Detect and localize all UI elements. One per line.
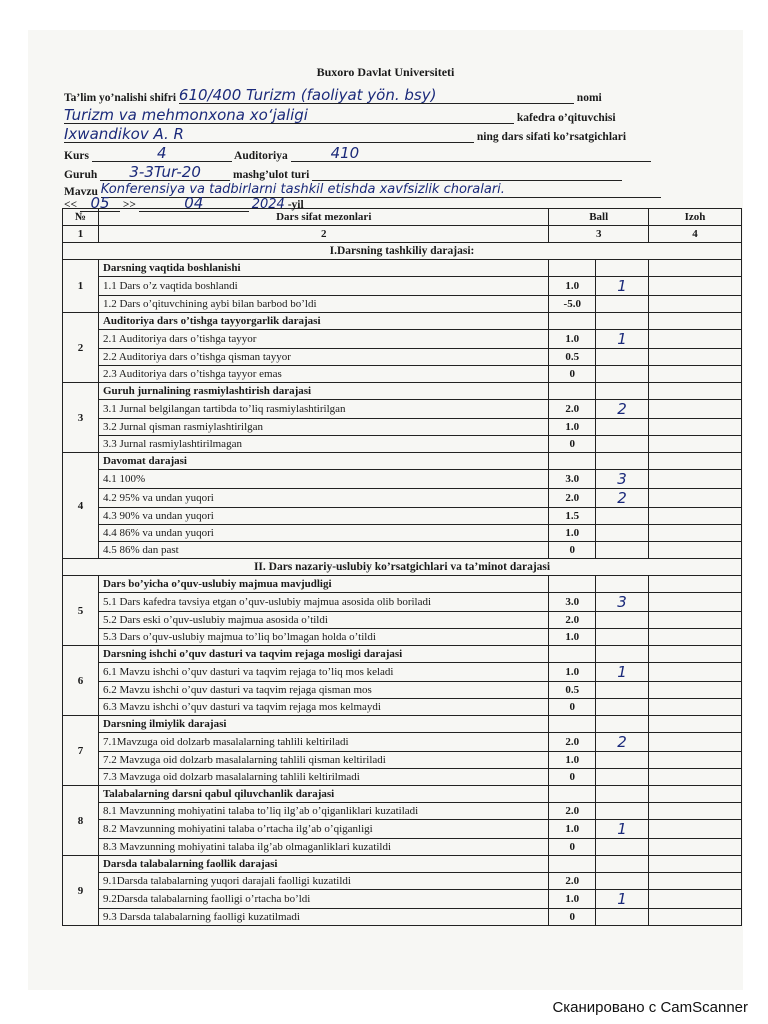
ball-value: 1.5 [549, 508, 596, 525]
criteria-row [63, 629, 742, 646]
izoh-cell [648, 366, 741, 383]
handwritten-mark [596, 769, 649, 786]
criteria-row [63, 733, 742, 752]
criteria-row [63, 349, 742, 366]
camscanner-watermark: Сканировано с CamScanner [552, 999, 748, 1016]
group-title: Talabalarning darsni qabul qiluvchanlik darajasi [98, 786, 549, 803]
ball-value: 0 [549, 769, 596, 786]
ball-value: 3.0 [549, 593, 596, 612]
criteria-row [63, 419, 742, 436]
izoh-cell [648, 909, 741, 926]
handwritten-mark [596, 366, 649, 383]
header-line-teacher [64, 127, 674, 143]
date-month: 04 [139, 196, 249, 212]
criteria-row [63, 820, 742, 839]
criteria-row [63, 470, 742, 489]
handwritten-mark: 2 [596, 733, 649, 752]
ball-value: 1.0 [549, 629, 596, 646]
empty-cell [596, 383, 649, 400]
handwritten-mark: 1 [596, 890, 649, 909]
criteria-text: 7.3 Mavzuga oid dolzarb masalalarning tahlili keltirilmadi [98, 769, 549, 786]
criteria-row [63, 612, 742, 629]
ball-value: 1.0 [549, 663, 596, 682]
kurs-label: Kurs [64, 150, 89, 162]
ball-value: -5.0 [549, 296, 596, 313]
criteria-text: 6.3 Mavzu ishchi o’quv dasturi va taqvim rejaga mos kelmaydi [98, 699, 549, 716]
ball-value: 2.0 [549, 873, 596, 890]
criteria-text: 1.1 Dars o’z vaqtida boshlandi [98, 277, 549, 296]
izoh-cell [648, 330, 741, 349]
group-title-row [63, 716, 742, 733]
criteria-text: 2.3 Auditoriya dars o’tishga tayyor emas [98, 366, 549, 383]
empty-cell [648, 453, 741, 470]
kafedra-value: Turizm va mehmonxona xo‘jaligi [64, 108, 514, 124]
criteria-text: 7.1Mavzuga oid dolzarb masalalarning tahlili keltiriladi [98, 733, 549, 752]
empty-cell [549, 856, 596, 873]
ball-value: 1.0 [549, 752, 596, 769]
empty-cell [648, 383, 741, 400]
criteria-text: 3.3 Jurnal rasmiylashtirilmagan [98, 436, 549, 453]
ball-value: 2.0 [549, 803, 596, 820]
criteria-text: 5.3 Dars o’quv-uslubiy majmua to’liq bo’lmagan holda o’tildi [98, 629, 549, 646]
guruh-label: Guruh [64, 169, 98, 181]
group-number: 4 [63, 453, 99, 559]
empty-cell [648, 576, 741, 593]
ball-value: 1.0 [549, 525, 596, 542]
handwritten-mark: 3 [596, 470, 649, 489]
izoh-cell [648, 733, 741, 752]
empty-cell [549, 716, 596, 733]
handwritten-mark [596, 349, 649, 366]
empty-cell [648, 260, 741, 277]
nomi-label: nomi [576, 92, 602, 104]
criteria-text: 4.4 86% va undan yuqori [98, 525, 549, 542]
scanned-page [28, 30, 743, 990]
izoh-cell [648, 612, 741, 629]
handwritten-mark [596, 542, 649, 559]
mashgulot-label: mashg’ulot turi [233, 169, 310, 181]
auditoriya-label: Auditoriya [234, 150, 288, 162]
group-title-row [63, 856, 742, 873]
izoh-cell [648, 682, 741, 699]
criteria-text: 1.2 Dars o’qituvchining aybi bilan barbod bo’ldi [98, 296, 549, 313]
university-title: Buxoro Davlat Universiteti [316, 65, 455, 79]
table-header-row [63, 209, 742, 226]
section-row [63, 243, 742, 260]
izoh-cell [648, 508, 741, 525]
criteria-row [63, 296, 742, 313]
group-number: 2 [63, 313, 99, 383]
izoh-cell [648, 525, 741, 542]
criteria-text: 4.3 90% va undan yuqori [98, 508, 549, 525]
izoh-cell [648, 489, 741, 508]
empty-cell [549, 576, 596, 593]
ball-value: 3.0 [549, 470, 596, 489]
criteria-row [63, 890, 742, 909]
criteria-row [63, 769, 742, 786]
date-open: << [64, 199, 78, 211]
empty-cell [549, 313, 596, 330]
group-title-row [63, 453, 742, 470]
handwritten-mark [596, 699, 649, 716]
criteria-text: 2.1 Auditoriya dars o’tishga tayyor [98, 330, 549, 349]
guruh-value: 3-3Tur-20 [100, 165, 230, 181]
mavzu-value: Konferensiya va tadbirlarni tashkil etishda xavfsizlik choralari. [101, 182, 661, 198]
criteria-text: 8.2 Mavzunning mohiyatini talaba o’rtacha ilg’ab o’qiganligi [98, 820, 549, 839]
date-year: 2024 [251, 197, 285, 212]
izoh-cell [648, 820, 741, 839]
handwritten-mark [596, 803, 649, 820]
criteria-row [63, 593, 742, 612]
criteria-text: 3.1 Jurnal belgilangan tartibda to’liq rasmiylashtirilgan [98, 400, 549, 419]
date-day: 05 [80, 196, 120, 212]
criteria-text: 4.2 95% va undan yuqori [98, 489, 549, 508]
ball-value: 2.0 [549, 612, 596, 629]
date-suffix: -yil [287, 199, 304, 211]
group-title: Darsda talabalarning faollik darajasi [98, 856, 549, 873]
empty-cell [596, 786, 649, 803]
ball-value: 0 [549, 909, 596, 926]
group-number: 7 [63, 716, 99, 786]
header-line-guruh [64, 165, 674, 181]
criteria-text: 4.1 100% [98, 470, 549, 489]
empty-cell [648, 716, 741, 733]
criteria-text: 2.2 Auditoriya dars o’tishga qisman tayyor [98, 349, 549, 366]
empty-cell [648, 786, 741, 803]
handwritten-mark: 1 [596, 277, 649, 296]
empty-cell [648, 856, 741, 873]
handwritten-mark [596, 839, 649, 856]
handwritten-mark [596, 873, 649, 890]
teacher-value: Ixwandikov A. R [64, 127, 474, 143]
empty-cell [648, 646, 741, 663]
empty-cell [596, 453, 649, 470]
group-title-row [63, 383, 742, 400]
izoh-cell [648, 890, 741, 909]
izoh-cell [648, 752, 741, 769]
ball-value: 0 [549, 699, 596, 716]
criteria-text: 5.2 Dars eski o’quv-uslubiy majmua asosida o’tildi [98, 612, 549, 629]
handwritten-mark [596, 525, 649, 542]
handwritten-mark [596, 629, 649, 646]
criteria-text: 3.2 Jurnal qisman rasmiylashtirilgan [98, 419, 549, 436]
section-title: I.Darsning tashkiliy darajasi: [63, 243, 742, 260]
group-title-row [63, 313, 742, 330]
empty-cell [549, 453, 596, 470]
header-criteria: Dars sifat mezonlari [98, 209, 549, 226]
handwritten-mark [596, 436, 649, 453]
ball-value: 1.0 [549, 419, 596, 436]
izoh-cell [648, 296, 741, 313]
group-number: 6 [63, 646, 99, 716]
empty-cell [596, 576, 649, 593]
criteria-row [63, 542, 742, 559]
izoh-cell [648, 593, 741, 612]
izoh-cell [648, 436, 741, 453]
izoh-cell [648, 629, 741, 646]
header-ball: Ball [549, 209, 648, 226]
criteria-row [63, 699, 742, 716]
izoh-cell [648, 277, 741, 296]
ball-value: 2.0 [549, 489, 596, 508]
date-close: >> [122, 199, 136, 211]
empty-cell [596, 716, 649, 733]
criteria-text: 9.1Darsda talabalarning yuqori darajali faolligi kuzatildi [98, 873, 549, 890]
criteria-text: 8.1 Mavzunning mohiyatini talaba to’liq ilg’ab o’qiganliklari kuzatiladi [98, 803, 549, 820]
section-row [63, 559, 742, 576]
group-title: Auditoriya dars o’tishga tayyorgarlik darajasi [98, 313, 549, 330]
izoh-cell [648, 349, 741, 366]
criteria-row [63, 508, 742, 525]
ball-value: 2.0 [549, 400, 596, 419]
handwritten-mark: 2 [596, 489, 649, 508]
group-title-row [63, 260, 742, 277]
empty-cell [596, 856, 649, 873]
handwritten-mark [596, 419, 649, 436]
group-number: 8 [63, 786, 99, 856]
group-title: Guruh jurnalining rasmiylashtirish darajasi [98, 383, 549, 400]
criteria-text: 6.2 Mavzu ishchi o’quv dasturi va taqvim rejaga qisman mos [98, 682, 549, 699]
ball-value: 0 [549, 366, 596, 383]
criteria-text: 7.2 Mavzuga oid dolzarb masalalarning tahlili qisman keltiriladi [98, 752, 549, 769]
ball-value: 0.5 [549, 349, 596, 366]
ball-value: 0 [549, 839, 596, 856]
ball-value: 0 [549, 436, 596, 453]
handwritten-mark [596, 752, 649, 769]
header-num-3: 3 [549, 226, 648, 243]
empty-cell [596, 260, 649, 277]
header-num-4: 4 [648, 226, 741, 243]
header-line-kafedra [64, 108, 674, 124]
criteria-text: 6.1 Mavzu ishchi o’quv dasturi va taqvim rejaga to’liq mos keladi [98, 663, 549, 682]
handwritten-mark: 1 [596, 330, 649, 349]
criteria-row [63, 682, 742, 699]
empty-cell [596, 646, 649, 663]
group-title-row [63, 786, 742, 803]
izoh-cell [648, 769, 741, 786]
talim-label: Ta’lim yo’nalishi shifri [64, 92, 177, 104]
evaluation-table [62, 208, 742, 926]
ball-value: 1.0 [549, 330, 596, 349]
ball-value: 1.0 [549, 890, 596, 909]
section-title: II. Dars nazariy-uslubiy ko’rsatgichlari va ta’minot darajasi [63, 559, 742, 576]
mavzu-label: Mavzu [64, 186, 98, 198]
ball-value: 1.0 [549, 820, 596, 839]
header-num-2: 2 [98, 226, 549, 243]
empty-cell [549, 786, 596, 803]
group-title: Darsning vaqtida boshlanishi [98, 260, 549, 277]
mashgulot-line [312, 180, 622, 181]
criteria-row [63, 839, 742, 856]
criteria-row [63, 752, 742, 769]
handwritten-mark: 3 [596, 593, 649, 612]
criteria-text: 5.1 Dars kafedra tavsiya etgan o’quv-uslubiy majmua asosida olib boriladi [98, 593, 549, 612]
header-num: № [63, 209, 99, 226]
empty-cell [549, 383, 596, 400]
group-title: Davomat darajasi [98, 453, 549, 470]
kafedra-label: kafedra o’qituvchisi [516, 112, 616, 124]
group-title-row [63, 576, 742, 593]
handwritten-mark [596, 612, 649, 629]
izoh-cell [648, 419, 741, 436]
group-title: Dars bo’yicha o’quv-uslubiy majmua mavjudligi [98, 576, 549, 593]
criteria-text: 8.3 Mavzunning mohiyatini talaba ilg’ab olmaganliklari kuzatildi [98, 839, 549, 856]
ball-value: 1.0 [549, 277, 596, 296]
izoh-cell [648, 663, 741, 682]
handwritten-mark [596, 296, 649, 313]
handwritten-mark: 1 [596, 820, 649, 839]
handwritten-mark [596, 909, 649, 926]
group-title: Darsning ishchi o’quv dasturi va taqvim rejaga mosligi darajasi [98, 646, 549, 663]
group-number: 9 [63, 856, 99, 926]
teacher-label: ning dars sifati ko’rsatgichlari [476, 131, 627, 143]
criteria-row [63, 663, 742, 682]
kurs-value: 4 [92, 146, 232, 162]
criteria-row [63, 330, 742, 349]
criteria-row [63, 525, 742, 542]
talim-value: 610/400 Turizm (faoliyat yön. bsy) [179, 88, 574, 104]
criteria-row [63, 489, 742, 508]
empty-cell [648, 313, 741, 330]
criteria-row [63, 436, 742, 453]
ball-value: 0 [549, 542, 596, 559]
izoh-cell [648, 803, 741, 820]
empty-cell [549, 260, 596, 277]
group-title-row [63, 646, 742, 663]
criteria-row [63, 400, 742, 419]
ball-value: 0.5 [549, 682, 596, 699]
empty-cell [596, 313, 649, 330]
izoh-cell [648, 542, 741, 559]
criteria-row [63, 909, 742, 926]
izoh-cell [648, 400, 741, 419]
criteria-text: 4.5 86% dan past [98, 542, 549, 559]
group-number: 5 [63, 576, 99, 646]
criteria-row [63, 873, 742, 890]
group-title: Darsning ilmiylik darajasi [98, 716, 549, 733]
group-number: 3 [63, 383, 99, 453]
izoh-cell [648, 699, 741, 716]
header-num-1: 1 [63, 226, 99, 243]
header-line-kurs [64, 146, 674, 162]
criteria-row [63, 803, 742, 820]
handwritten-mark [596, 682, 649, 699]
izoh-cell [648, 470, 741, 489]
table-header-nums-row [63, 226, 742, 243]
criteria-text: 9.3 Darsda talabalarning faolligi kuzatilmadi [98, 909, 549, 926]
handwritten-mark: 1 [596, 663, 649, 682]
empty-cell [549, 646, 596, 663]
izoh-cell [648, 839, 741, 856]
criteria-row [63, 366, 742, 383]
handwritten-mark: 2 [596, 400, 649, 419]
header-izoh: Izoh [648, 209, 741, 226]
header-line-talim [64, 88, 674, 104]
criteria-text: 9.2Darsda talabalarning faolligi o’rtacha bo’ldi [98, 890, 549, 909]
criteria-row [63, 277, 742, 296]
handwritten-mark [596, 508, 649, 525]
group-number: 1 [63, 260, 99, 313]
ball-value: 2.0 [549, 733, 596, 752]
izoh-cell [648, 873, 741, 890]
auditoriya-value: 410 [291, 146, 651, 162]
